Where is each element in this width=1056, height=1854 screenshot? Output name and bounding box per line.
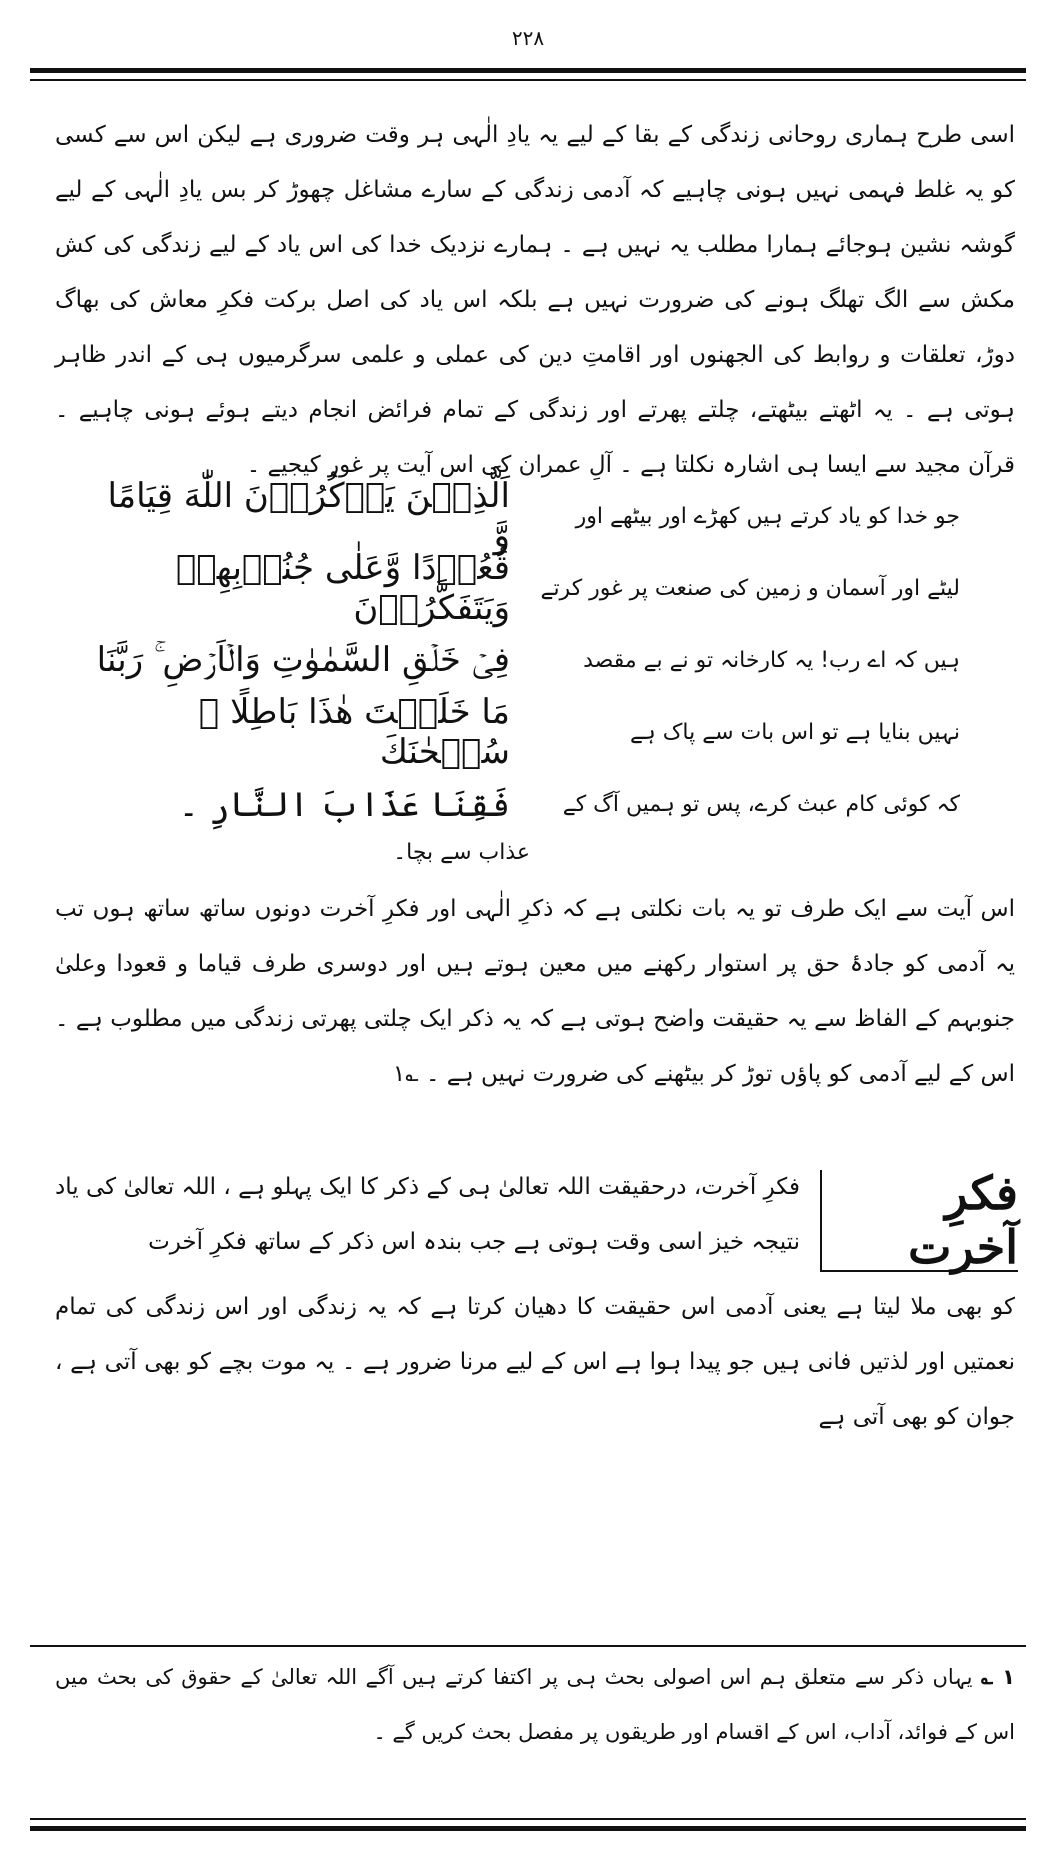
verse-block (90, 476, 960, 840)
footnote-rule (30, 1645, 1026, 1647)
verse-arabic: قُعُوۡدًا وَّعَلٰی جُنُوۡبِهِمۡ وَیَتَفَكَّرُوۡنَ (176, 548, 510, 628)
verse-row (90, 692, 960, 772)
footer-rule-thin (30, 1818, 1026, 1820)
section-heading: فکرِ آخرت (820, 1170, 1018, 1272)
paragraph-2: اس آیت سے ایک طرف تو یہ بات نکلتی ہے کہ ذکرِ الٰہی اور فکرِ آخرت دونوں ساتھ ساتھ ہوں تب یہ آدمی کو جادۂ حق پر استوار رکھنے میں معین ہوتے ہیں اور دوسری طرف قیاما و قعودا وعلیٰ جنوبہم کے الفاظ سے یہ حقیقت واضح ہوتی ہے کہ یہ ذکر ایک چلتی پھرتی زندگی میں مطلوب ہے ۔ اس کے لیے آدمی کو پاؤں توڑ کر بیٹھنے کی ضرورت نہیں ہے ۔ ؎۱ (55, 896, 1015, 1087)
paragraph-1: اسی طرح ہماری روحانی زندگی کے بقا کے لیے یہ یادِ الٰہی ہر وقت ضروری ہے لیکن اس سے کسی کو یہ غلط فہمی نہیں ہونی چاہیے کہ آدمی زندگی کے سارے مشاغل چھوڑ کر بس یادِ الٰہی کے لیے گوشہ نشین ہوجائے ہمارا مطلب یہ نہیں ہے ۔ ہمارے نزدیک خدا کی اس یاد کے لیے زندگی کی کش مکش سے الگ تھلگ ہونے کی ضرورت نہیں ہے بلکہ اس یاد کی اصل برکت فکرِ معاش کی بھاگ دوڑ، تعلقات و روابط کی الجھنوں اور اقامتِ دین کی عملی و علمی سرگرمیوں ہی کے اندر ظاہر ہوتی ہے ۔ یہ اٹھتے بیٹھتے، چلتے پھرتے اور زندگی کے تمام فرائض انجام دیتے ہوئے ہونی چاہیے ۔ قرآن مجید سے ایسا ہی اشارہ نکلتا ہے ۔ آلِ عمران کی اس آیت پر غور کیجیے ۔ (55, 122, 1015, 478)
verse-arabic: فَقِنَا عَذَابَ النَّارِ ۔ (178, 784, 510, 825)
footnote-text: یہاں ذکر سے متعلق ہم اس اصولی بحث ہی پر اکتفا کرتے ہیں آگے اللہ تعالیٰ کے حقوق کی بحث میں اس کے فوائد، آداب، اس کے اقسام اور طریقوں پر مفصل بحث کریں گے ۔ (55, 1665, 1015, 1744)
page-number: ۲۲۸ (511, 26, 545, 50)
verse-row (90, 476, 960, 556)
verse-translation: ہیں کہ اے رب! یہ کارخانہ تو نے بے مقصد (583, 647, 960, 673)
verse-arabic: اَلَّذِیۡنَ یَذۡكُرُوۡنَ اللّٰهَ قِیَامًا وَّ (107, 476, 510, 556)
verse-translation: کہ کوئی کام عبث کرے، پس تو ہمیں آگ کے (562, 791, 960, 817)
footer-rule-thick (30, 1826, 1026, 1831)
verse-translation-last: عذاب سے بچا۔ (393, 840, 530, 865)
header-rule-thick (30, 68, 1026, 73)
verse-row (90, 624, 960, 696)
verse-translation: لیٹے اور آسمان و زمین کی صنعت پر غور کرتے (540, 575, 960, 601)
footnote (55, 1650, 1015, 1760)
verse-arabic: مَا خَلَقۡتَ هٰذَا بَاطِلًا ۚ سُبۡحٰنَكَ (198, 692, 510, 772)
verse-row (90, 768, 960, 840)
verse-row (90, 548, 960, 628)
verse-translation: نہیں بنایا ہے تو اس بات سے پاک ہے (629, 719, 960, 745)
paragraph-3-head: فکرِ آخرت، درحقیقت اللہ تعالیٰ ہی کے ذکر کا ایک پہلو ہے ، اللہ تعالیٰ کی یاد نتیجہ خیز اسی وقت ہوتی ہے جب بندہ اس ذکر کے ساتھ فکرِ آخرت (55, 1174, 800, 1255)
paragraph-3-rest: کو بھی ملا لیتا ہے یعنی آدمی اس حقیقت کا دھیان کرتا ہے کہ یہ زندگی اور اس زندگی کی تمام نعمتیں اور لذتیں فانی ہیں جو پیدا ہوا ہے اس کے لیے مرنا ضرور ہے ۔ یہ موت بچے کو بھی آتی ہے ، جوان کو بھی آتی ہے (55, 1294, 1015, 1430)
footnote-mark: ۱ ؎ (980, 1665, 1015, 1689)
header-rule-thin (30, 79, 1026, 81)
verse-arabic: فِیۡ خَلۡقِ السَّمٰوٰتِ وَالۡاَرۡضِ ۚ رَبَّنَا (96, 640, 510, 680)
verse-translation: جو خدا کو یاد کرتے ہیں کھڑے اور بیٹھے اور (575, 503, 960, 529)
